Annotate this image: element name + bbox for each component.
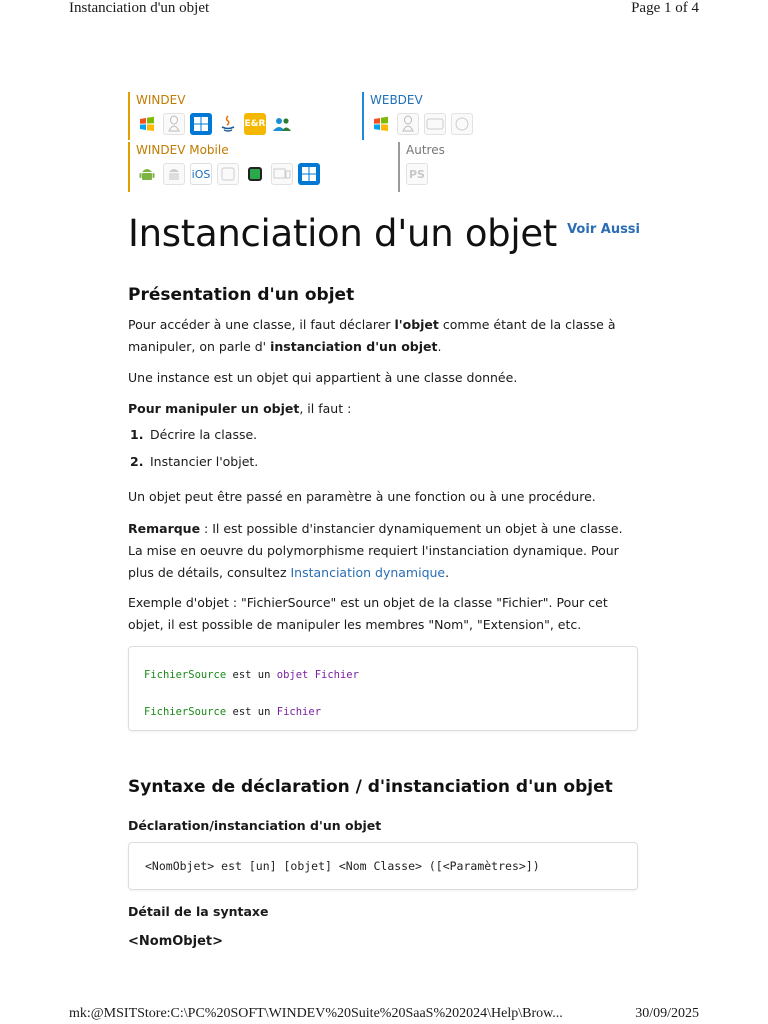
webdev-service-icon[interactable] <box>451 113 473 135</box>
list-item: 1. Décrire la classe. <box>130 427 258 442</box>
windows-icon[interactable] <box>370 113 392 135</box>
platform-block <box>128 90 648 194</box>
platform-group-webdev <box>362 92 473 140</box>
er-icon[interactable]: E&R <box>244 113 266 135</box>
windows-icon[interactable] <box>136 113 158 135</box>
webdev-site-icon[interactable] <box>424 113 446 135</box>
linux-icon[interactable] <box>397 113 419 135</box>
platform-label-autres: Autres <box>406 143 445 157</box>
paragraph-instance: Une instance est un objet qui appartient à une classe donnée. <box>128 370 518 385</box>
print-footer-path: mk:@MSITStore:C:\PC%20SOFT\WINDEV%20Suite%20SaaS%202024\Help\Brow... <box>69 1006 563 1021</box>
platform-label-windev: WINDEV <box>136 93 186 107</box>
platform-group-windev <box>128 92 293 140</box>
ios-icon[interactable]: iOS <box>190 163 212 185</box>
paragraph-remarque: Remarque : Il est possible d'instancier dynamiquement un objet à une classe. La mise en oeuvre du polymorphisme requiert l'instanciation dynamique. Pour plus de détails, consultez Instanciation dynamique. <box>128 521 623 580</box>
code-line: FichierSource est un objet Fichier <box>144 669 359 681</box>
code-line: FichierSource est un Fichier <box>144 706 322 718</box>
platform-group-mobile <box>128 142 320 192</box>
android-icon[interactable] <box>136 163 158 185</box>
universal-icon[interactable] <box>271 163 293 185</box>
users-icon[interactable] <box>271 113 293 135</box>
instanciation-dynamique-link[interactable]: Instanciation dynamique <box>290 565 446 580</box>
print-footer <box>0 1006 768 1024</box>
paragraph-manipuler: Pour manipuler un objet, il faut : <box>128 401 352 416</box>
voir-aussi-link[interactable]: Voir Aussi <box>567 222 640 237</box>
platform-label-webdev: WEBDEV <box>370 93 423 107</box>
windows-mobile-icon[interactable] <box>298 163 320 185</box>
java-icon[interactable] <box>217 113 239 135</box>
syntax-code: <NomObjet> est [un] [objet] <Nom Classe> ([<Paramètres>]) <box>128 842 638 890</box>
paragraph-intro: Pour accéder à une classe, il faut déclarer l'objet comme étant de la classe à manipuler, on parle d' instanciation d'un objet. <box>128 317 616 354</box>
subheading-detail: Détail de la syntaxe <box>128 904 269 919</box>
android-widget-icon[interactable] <box>163 163 185 185</box>
subheading-declaration: Déclaration/instanciation d'un objet <box>128 818 382 833</box>
apple-watch-icon[interactable] <box>244 163 266 185</box>
linux-icon[interactable] <box>163 113 185 135</box>
ps-icon[interactable]: PS <box>406 163 428 185</box>
page-title: Instanciation d'un objet <box>128 212 557 255</box>
platform-group-autres <box>398 142 445 192</box>
section-heading-syntaxe: Syntaxe de déclaration / d'instanciation d'un objet <box>128 777 613 797</box>
platform-label-mobile: WINDEV Mobile <box>136 143 229 157</box>
print-header-page: Page 1 of 4 <box>631 0 699 16</box>
steps-list <box>128 424 640 473</box>
windows-modern-icon[interactable] <box>190 113 212 135</box>
section-heading-presentation: Présentation d'un objet <box>128 285 355 305</box>
subheading-nomobjet: <NomObjet> <box>128 934 223 949</box>
print-header-title: Instanciation d'un objet <box>69 0 210 16</box>
print-footer-date: 30/09/2025 <box>635 1006 699 1021</box>
code-example <box>128 646 638 731</box>
paragraph-exemple: Exemple d'objet : "FichierSource" est un objet de la classe "Fichier". Pour cet objet, il est possible de manipuler les membres "Nom", "Extension", etc. <box>128 595 608 632</box>
list-item: 2. Instancier l'objet. <box>130 454 259 469</box>
ios-widget-icon[interactable] <box>217 163 239 185</box>
print-header <box>0 0 768 20</box>
paragraph-parametre: Un objet peut être passé en paramètre à une fonction ou à une procédure. <box>128 489 596 504</box>
